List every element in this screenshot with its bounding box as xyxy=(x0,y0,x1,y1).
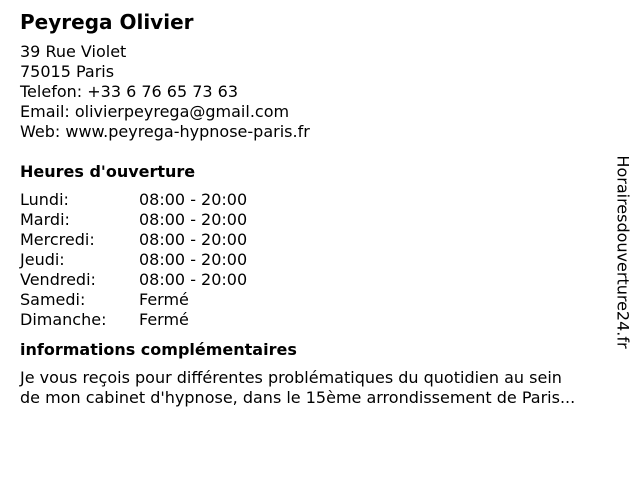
hours-row-monday xyxy=(20,190,620,210)
contact-block xyxy=(20,42,620,142)
time-value: 08:00 - 20:00 xyxy=(139,190,248,209)
hours-row-sunday xyxy=(20,310,620,330)
address-city: 75015 Paris xyxy=(20,62,115,81)
hours-title: Heures d'ouverture xyxy=(20,162,196,181)
day-label: Dimanche: xyxy=(20,310,107,329)
hours-row-friday xyxy=(20,270,620,290)
site-watermark: Horairesdouverture24.fr xyxy=(613,155,633,349)
opening-hours-list xyxy=(20,190,620,330)
hours-row-wednesday xyxy=(20,230,620,250)
email-line: Email: olivierpeyrega@gmail.com xyxy=(20,102,290,121)
business-name: Peyrega Olivier xyxy=(20,10,194,34)
day-label: Vendredi: xyxy=(20,270,96,289)
time-value: Fermé xyxy=(139,290,189,309)
web-line: Web: www.peyrega-hypnose-paris.fr xyxy=(20,122,310,141)
day-label: Mardi: xyxy=(20,210,70,229)
info-line: de mon cabinet d'hypnose, dans le 15ème arrondissement de Paris... xyxy=(20,388,576,407)
info-title: informations complémentaires xyxy=(20,340,297,359)
info-line: Je vous reçois pour différentes problématiques du quotidien au sein xyxy=(20,368,562,387)
time-value: Fermé xyxy=(139,310,189,329)
day-label: Mercredi: xyxy=(20,230,95,249)
time-value: 08:00 - 20:00 xyxy=(139,210,248,229)
time-value: 08:00 - 20:00 xyxy=(139,270,248,289)
address-street: 39 Rue Violet xyxy=(20,42,127,61)
business-card xyxy=(20,10,620,408)
time-value: 08:00 - 20:00 xyxy=(139,250,248,269)
day-label: Lundi: xyxy=(20,190,69,209)
time-value: 08:00 - 20:00 xyxy=(139,230,248,249)
info-description xyxy=(20,368,620,408)
hours-row-saturday xyxy=(20,290,620,310)
day-label: Samedi: xyxy=(20,290,86,309)
phone-line: Telefon: +33 6 76 65 73 63 xyxy=(20,82,239,101)
day-label: Jeudi: xyxy=(20,250,65,269)
hours-row-thursday xyxy=(20,250,620,270)
hours-row-tuesday xyxy=(20,210,620,230)
